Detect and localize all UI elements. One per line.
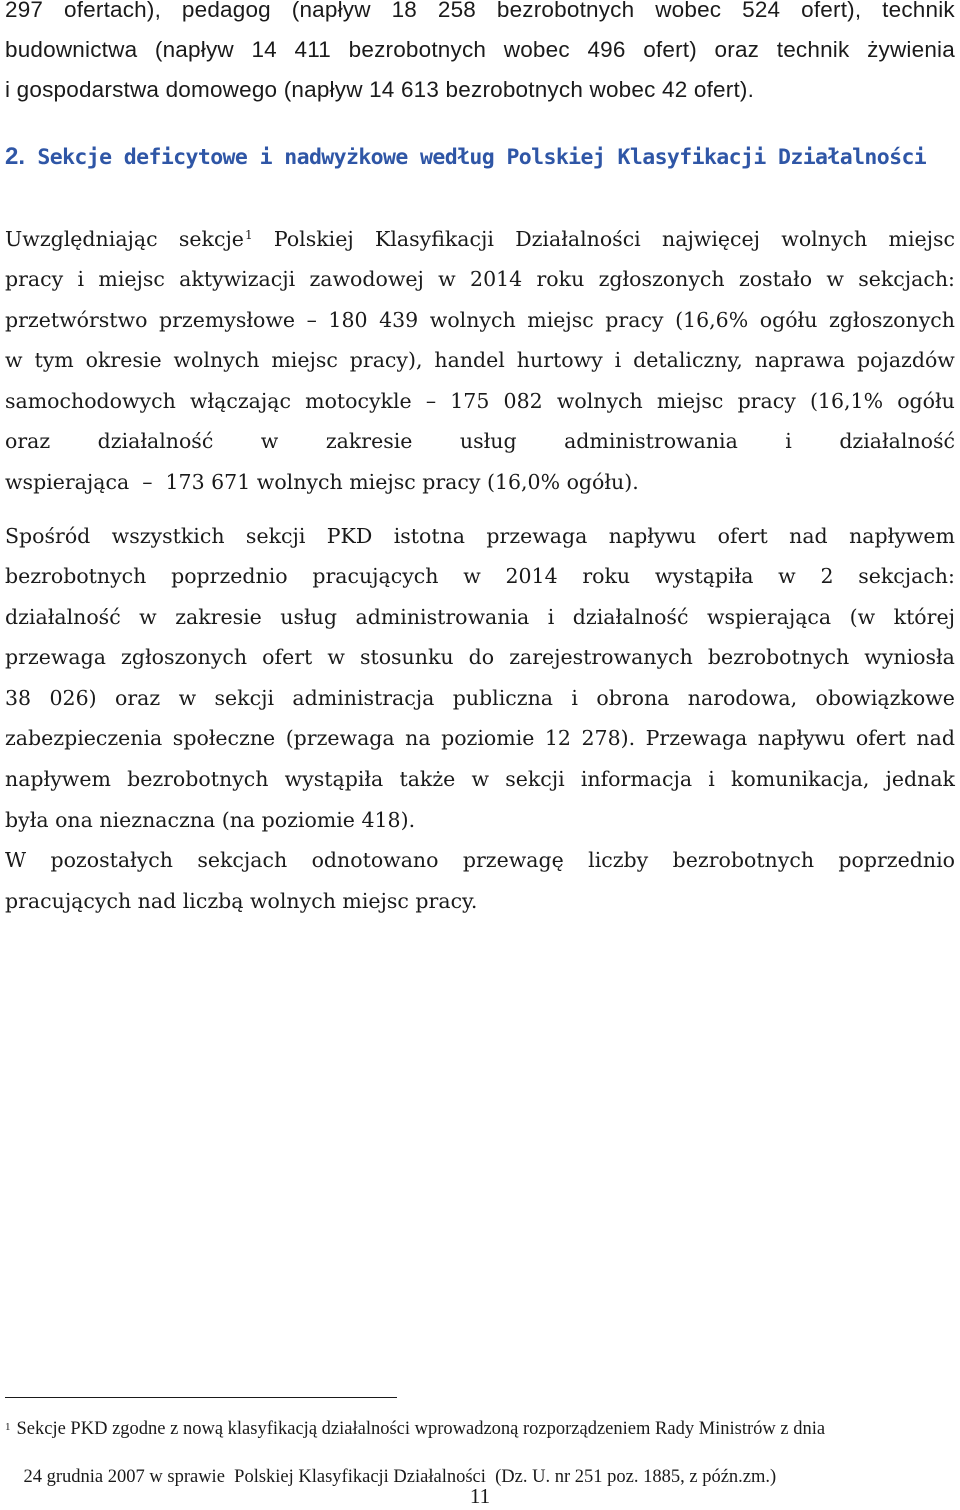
paragraph1-line-2-word: w	[438, 267, 456, 291]
paragraph2-line-4	[5, 643, 955, 671]
paragraph1-line-5-word: motocykle	[305, 389, 412, 413]
paragraph3-line-1-word: poprzednio	[838, 848, 955, 872]
section-title: Sekcje deficytowe i nadwyżkowe według Polskiej Klasyfikacji Działalności	[37, 145, 927, 170]
paragraph1-line-3-word: wolnych	[429, 308, 516, 332]
paragraph2-line-6-word: nad	[916, 726, 955, 750]
paragraph2-line-5-word: oraz	[115, 686, 161, 710]
paragraph1-line-4-word: hurtowy	[516, 348, 603, 372]
paragraph2-line-3	[5, 603, 955, 631]
paragraph1-line-2-word: w	[826, 267, 844, 291]
paragraph2-line-2-word: sekcjach:	[858, 564, 955, 588]
paragraph1-line-6-word: w	[260, 429, 279, 453]
paragraph1-line-4-word: i	[614, 348, 622, 372]
paragraph2-line-6-word: 12	[544, 726, 571, 750]
paragraph2-line-7-word: informacja	[580, 767, 693, 791]
paragraph2-line-4-word: zgłoszonych	[121, 645, 248, 669]
paragraph2-line-4-word: stosunku	[359, 645, 454, 669]
intro-line-2-word: żywienia	[867, 37, 955, 62]
paragraph2-line-3-word: zakresie	[175, 605, 262, 629]
paragraph1-line-6	[5, 427, 955, 455]
paragraph1-line-4	[5, 346, 955, 374]
paragraph1-line-4-word: miejsc	[271, 348, 338, 372]
paragraph3-line-1	[5, 846, 955, 874]
paragraph1-line-3-word: 439	[379, 308, 419, 332]
paragraph1-line-5-word: miejsc	[656, 389, 724, 413]
paragraph1-line-1	[5, 225, 955, 253]
footnote-marker: 1	[5, 1421, 11, 1433]
paragraph2-line-2-word: roku	[582, 564, 631, 588]
paragraph2-line-1-word: nad	[789, 524, 828, 548]
paragraph1-line-5-word: pracy	[737, 389, 796, 413]
paragraph2-line-7-word: komunikacja,	[730, 767, 870, 791]
paragraph1-line-2-word: zawodowej	[309, 267, 424, 291]
paragraph3-line-1-word: pozostałych	[50, 848, 173, 872]
paragraph1-line-3-word: zgłoszonych	[828, 308, 955, 332]
paragraph2-line-7-word: w	[471, 767, 490, 791]
paragraph1-line-1-word: wolnych	[781, 227, 868, 251]
intro-line-1-word: bezrobotnych	[496, 0, 635, 22]
paragraph2-line-3-word: usług	[280, 605, 337, 629]
paragraph2-line-1-word: istotna	[393, 524, 466, 548]
paragraph1-line-3-word: miejsc	[527, 308, 594, 332]
intro-line-2-word: oraz	[714, 37, 760, 62]
paragraph2-line-5-word: sekcji	[214, 686, 274, 710]
paragraph3-line-2	[5, 887, 955, 915]
paragraph3-line-1-word: W	[5, 848, 27, 872]
paragraph1-line-4-word: pracy),	[349, 348, 423, 372]
intro-line-1-word: wobec	[655, 0, 722, 22]
paragraph1-line-3-word: (16,6%	[675, 308, 749, 332]
paragraph1-line-2-word: roku	[536, 267, 585, 291]
intro-line-2-word: 14	[251, 37, 277, 62]
intro-line-1-word: 524	[742, 0, 781, 22]
paragraph2-line-4-word: ofert	[262, 645, 313, 669]
paragraph2-line-6-word: społeczne	[172, 726, 276, 750]
paragraph2-line-2-word: w	[778, 564, 796, 588]
section-number: 2.	[5, 143, 26, 170]
intro-line-1-word: 297	[5, 0, 44, 22]
paragraph3-line-1-word: bezrobotnych	[672, 848, 815, 872]
paragraph2-line-8-text: była ona nieznaczna (na poziomie 418).	[5, 808, 416, 832]
paragraph1-line-4-word: pojazdów	[857, 348, 955, 372]
paragraph2-line-4-word: wyniosła	[864, 645, 955, 669]
paragraph1-line-5-word: wolnych	[556, 389, 643, 413]
paragraph2-line-1-word: ofert	[717, 524, 768, 548]
paragraph1-line-3-word: –	[306, 308, 317, 332]
paragraph1-line-5-word: ogółu	[897, 389, 955, 413]
paragraph2-line-3-word: w	[139, 605, 157, 629]
paragraph2-line-7-word: napływem	[5, 767, 111, 791]
paragraph2-line-2-word: pracujących	[312, 564, 439, 588]
paragraph1-line-5-word: 175	[450, 389, 490, 413]
paragraph2-line-4-word: przewaga	[5, 645, 106, 669]
paragraph1-line-3-word: ogółu	[759, 308, 818, 332]
paragraph2-line-5-word: publiczna	[452, 686, 554, 710]
paragraph1-line-4-word: w	[5, 348, 23, 372]
paragraph1-line-1-word: Klasyfikacji	[375, 227, 494, 251]
paragraph2-line-6-word: 278).	[581, 726, 636, 750]
paragraph2-line-2-word: 2014	[505, 564, 558, 588]
paragraph2-line-5-word: w	[178, 686, 197, 710]
paragraph3-line-1-word: przewagę	[462, 848, 564, 872]
paragraph1-line-4-word: tym	[34, 348, 74, 372]
paragraph1-line-7-text: wspierająca – 173 671 wolnych miejsc pracy (16,0% ogółu).	[5, 470, 639, 494]
paragraph2-line-2-word: poprzednio	[171, 564, 288, 588]
paragraph2-line-6-word: Przewaga	[645, 726, 748, 750]
paragraph1-line-1-word: Działalności	[515, 227, 641, 251]
paragraph2-line-6-word: na	[405, 726, 431, 750]
paragraph1-line-1-word: sekcje$^1$	[178, 227, 253, 251]
paragraph2-line-5-word: obrona	[596, 686, 670, 710]
paragraph1-line-3-word: 180	[328, 308, 368, 332]
intro-line-1-word: 18	[391, 0, 417, 22]
paragraph2-line-6-word: napływu	[757, 726, 846, 750]
paragraph2-line-1-word: sekcji	[245, 524, 306, 548]
paragraph2-line-7-word: wystąpiła	[284, 767, 384, 791]
paragraph2-line-2-word: 2	[820, 564, 834, 588]
paragraph1-line-5-word: (16,1%	[809, 389, 884, 413]
paragraph1-line-6-word: usług	[459, 429, 517, 453]
paragraph2-line-4-word: bezrobotnych	[707, 645, 850, 669]
paragraph2-line-4-word: zarejestrowanych	[509, 645, 693, 669]
intro-line-1-word: pedagog	[181, 0, 271, 22]
paragraph1-line-4-word: naprawa	[754, 348, 846, 372]
intro-line-3	[5, 76, 955, 104]
footnote-reference[interactable]: 1	[244, 228, 253, 242]
paragraph3-line-1-word: odnotowano	[311, 848, 439, 872]
section-heading	[5, 142, 926, 173]
paragraph2-line-6-word: zabezpieczenia	[5, 726, 163, 750]
paragraph1-line-1-word: najwięcej	[662, 227, 761, 251]
intro-line-2-word: technik	[776, 37, 850, 62]
paragraph1-line-2	[5, 265, 955, 293]
paragraph1-line-3-word: pracy	[605, 308, 664, 332]
paragraph2-line-7-word: bezrobotnych	[127, 767, 269, 791]
paragraph2-line-2-word: w	[463, 564, 481, 588]
paragraph2-line-1-word: napływu	[608, 524, 697, 548]
paragraph2-line-3-word: (w	[849, 605, 876, 629]
page-number: 11	[469, 1484, 491, 1508]
paragraph1-line-5-word: 082	[503, 389, 543, 413]
paragraph2-line-5-word: administracja	[292, 686, 435, 710]
paragraph1-line-2-word: aktywizacji	[179, 267, 296, 291]
paragraph1-line-6-word: oraz	[5, 429, 51, 453]
paragraph3-line-2-text: pracujących nad liczbą wolnych miejsc pracy.	[5, 889, 478, 913]
paragraph2-line-6-word: poziomie	[441, 726, 535, 750]
paragraph1-line-1-word: Uwzględniając	[5, 227, 158, 251]
paragraph1-line-4-word: okresie	[85, 348, 162, 372]
paragraph2-line-5-word: 38	[5, 686, 32, 710]
paragraph2-line-1-word: wszystkich	[111, 524, 225, 548]
paragraph1-line-5-word: –	[425, 389, 437, 413]
intro-line-1-word: ofert),	[801, 0, 862, 22]
paragraph2-line-7-word: i	[708, 767, 715, 791]
paragraph1-line-5	[5, 387, 955, 415]
paragraph1-line-2-word: 2014	[470, 267, 523, 291]
paragraph1-line-5-word: samochodowych	[5, 389, 176, 413]
paragraph2-line-3-word: i	[547, 605, 555, 629]
intro-line-1-word: ofertach),	[64, 0, 162, 22]
paragraph2-line-4-word: do	[468, 645, 495, 669]
paragraph2-line-1-word: napływem	[849, 524, 955, 548]
paragraph1-line-2-word: miejsc	[98, 267, 165, 291]
paragraph1-line-3	[5, 306, 955, 334]
paragraph1-line-1-word: Polskiej	[273, 227, 354, 251]
intro-line-2	[5, 36, 955, 64]
paragraph1-line-6-word: i	[785, 429, 792, 453]
paragraph3-line-1-word: liczby	[588, 848, 649, 872]
intro-line-3-text: i gospodarstwa domowego (napływ 14 613 bezrobotnych wobec 42 ofert).	[5, 77, 755, 102]
intro-line-2-word: (napływ	[154, 37, 234, 62]
paragraph2-line-6-word: (przewaga	[285, 726, 395, 750]
paragraph1-line-6-word: działalność	[97, 429, 214, 453]
footnote-line-1	[5, 1418, 955, 1440]
paragraph2-line-7-word: sekcji	[505, 767, 565, 791]
paragraph2-line-1-word: Spośród	[5, 524, 91, 548]
paragraph1-line-1-word: miejsc	[888, 227, 955, 251]
intro-line-2-word: 496	[587, 37, 626, 62]
footnote-line-1-text: Sekcje PKD zgodne z nową klasyfikacją działalności wprowadzoną rozporządzeniem Rady Ministrów z dnia	[16, 1419, 826, 1439]
paragraph1-line-2-word: sekcjach:	[858, 267, 955, 291]
paragraph2-line-4-word: w	[327, 645, 345, 669]
paragraph2-line-1-word: PKD	[326, 524, 373, 548]
intro-line-2-word: wobec	[503, 37, 570, 62]
intro-line-2-word: bezrobotnych	[348, 37, 487, 62]
paragraph2-line-7-word: także	[399, 767, 456, 791]
paragraph2-line-3-word: wspierająca	[706, 605, 832, 629]
footnote-line-2-text: 24 grudnia 2007 w sprawie Polskiej Klasyfikacji Działalności (Dz. U. nr 251 poz. 1885, z późn.zm.)	[23, 1467, 777, 1487]
paragraph2-line-5-word: obowiązkowe	[815, 686, 955, 710]
paragraph1-line-2-word: pracy	[5, 267, 64, 291]
paragraph2-line-3-word: której	[893, 605, 955, 629]
paragraph2-line-2-word: wystąpiła	[654, 564, 754, 588]
paragraph1-line-3-word: przemysłowe	[158, 308, 296, 332]
paragraph1-line-6-word: zakresie	[325, 429, 413, 453]
paragraph1-line-2-word: zostało	[738, 267, 813, 291]
paragraph2-line-5-word: 026)	[49, 686, 97, 710]
paragraph1-line-4-word: wolnych	[173, 348, 260, 372]
intro-line-1	[5, 0, 955, 24]
paragraph2-line-2-word: bezrobotnych	[5, 564, 147, 588]
paragraph1-line-2-word: zgłoszonych	[598, 267, 725, 291]
paragraph3-line-1-word: sekcjach	[197, 848, 288, 872]
paragraph2-line-3-word: działalność	[572, 605, 689, 629]
paragraph1-line-6-word: działalność	[839, 429, 955, 453]
paragraph2-line-3-word: działalność	[5, 605, 121, 629]
paragraph2-line-6-word: ofert	[855, 726, 906, 750]
paragraph1-line-2-word: i	[77, 267, 85, 291]
paragraph1-line-7	[5, 468, 955, 496]
paragraph2-line-6	[5, 724, 955, 752]
paragraph2-line-2	[5, 562, 955, 590]
footnote-separator	[5, 1397, 397, 1398]
paragraph2-line-1-word: przewaga	[486, 524, 588, 548]
paragraph1-line-4-word: handel	[434, 348, 505, 372]
paragraph2-line-8	[5, 806, 955, 834]
intro-line-1-word: (napływ	[291, 0, 371, 22]
intro-line-2-word: ofert)	[643, 37, 697, 62]
paragraph2-line-1	[5, 522, 955, 550]
intro-line-2-word: budownictwa	[5, 37, 138, 62]
paragraph1-line-5-word: włączając	[189, 389, 291, 413]
paragraph2-line-7-word: jednak	[885, 767, 955, 791]
paragraph1-line-3-word: przetwórstwo	[5, 308, 148, 332]
paragraph2-line-3-word: administrowania	[355, 605, 530, 629]
paragraph2-line-5-word: i	[571, 686, 578, 710]
intro-line-1-word: technik	[882, 0, 955, 22]
paragraph2-line-7	[5, 765, 955, 793]
paragraph1-line-6-word: administrowania	[564, 429, 738, 453]
paragraph2-line-5	[5, 684, 955, 712]
intro-line-2-word: 411	[294, 37, 332, 62]
intro-line-1-word: 258	[437, 0, 476, 22]
paragraph2-line-5-word: narodowa,	[687, 686, 798, 710]
paragraph1-line-4-word: detaliczny,	[633, 348, 743, 372]
